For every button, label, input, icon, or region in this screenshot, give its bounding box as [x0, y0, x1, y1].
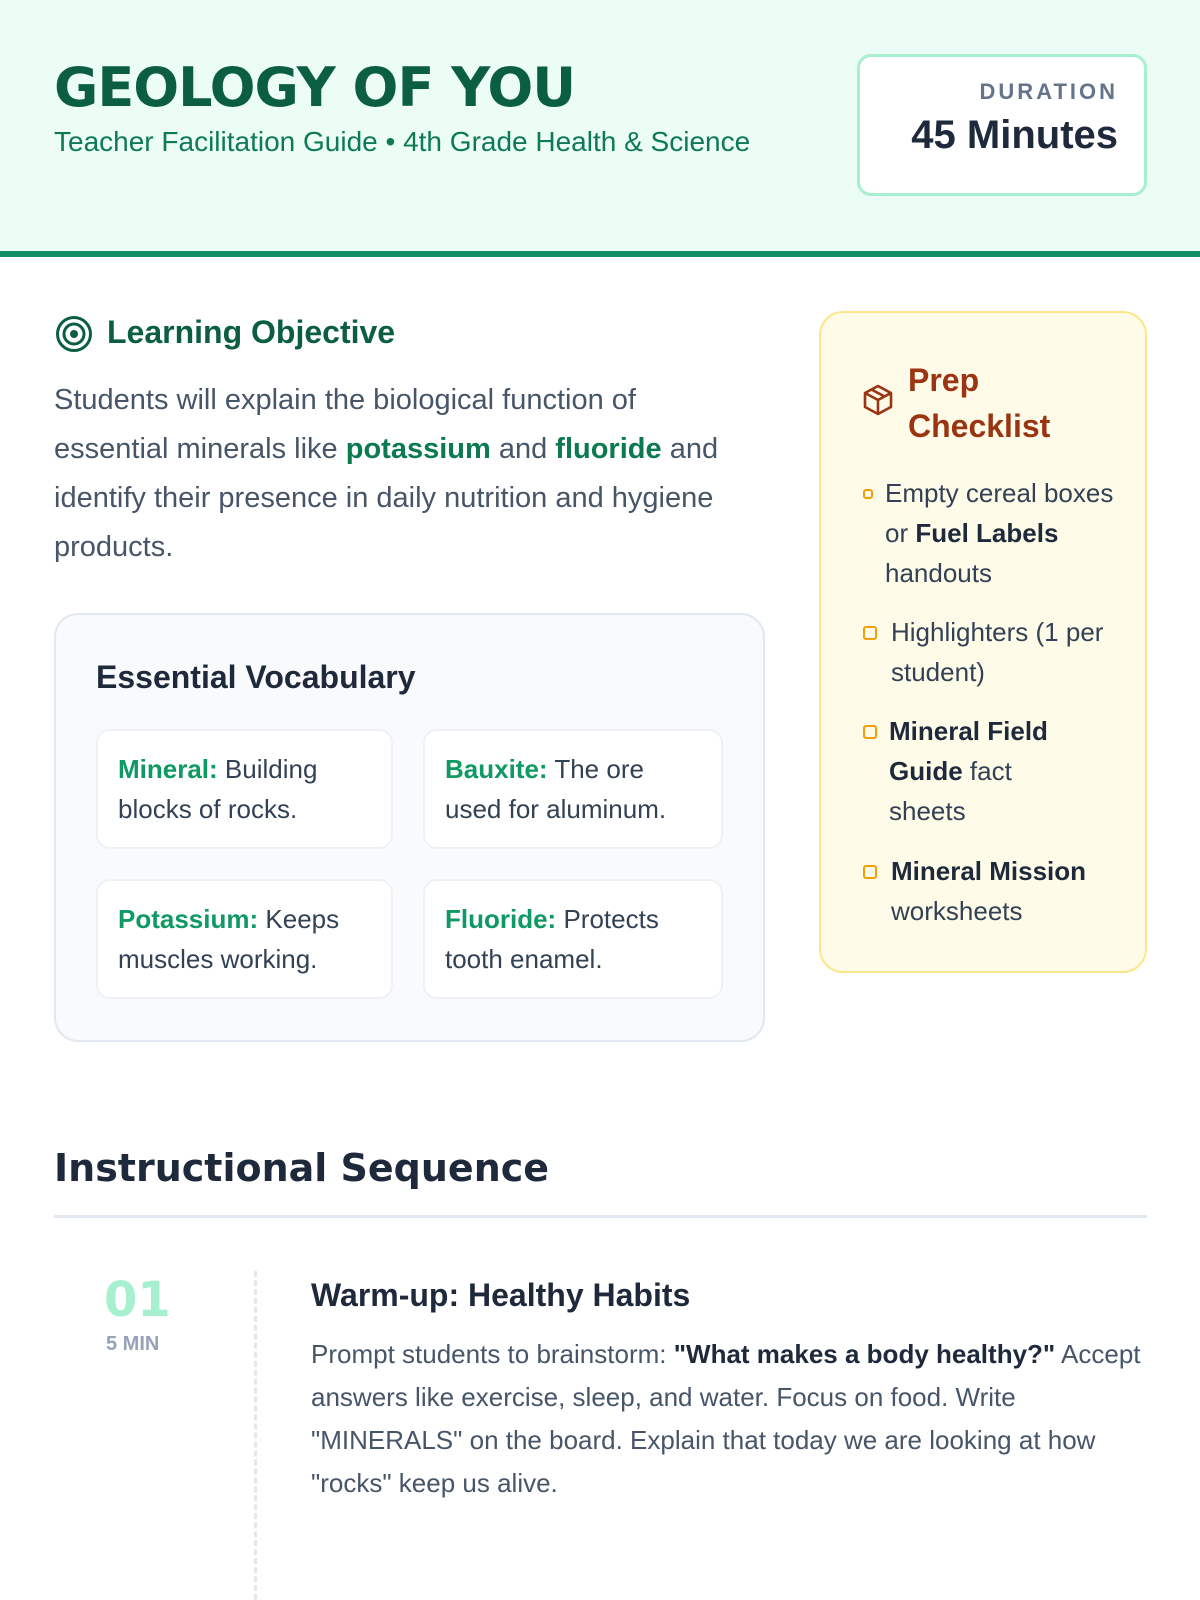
- step-duration: 5 MIN: [106, 1333, 160, 1355]
- step-body: [311, 1333, 1156, 1505]
- vocab-definition: The ore used for aluminum.: [445, 754, 667, 824]
- step-body-text: Accept answers like exercise, sleep, and water. Focus on food. Write "MINERALS" on the board. Explain that today we are looking at how "rocks" keep us alive.: [311, 1339, 1141, 1498]
- sequence-divider: [54, 1215, 1147, 1218]
- prep-checklist-panel: [819, 311, 1147, 973]
- prep-item-text: Highlighters (1 per student): [891, 617, 1104, 687]
- objective-text-part: Students will explain the biological function of essential minerals like: [54, 384, 636, 465]
- vocabulary-heading: Essential Vocabulary: [96, 659, 416, 695]
- duration-value: 45 Minutes: [911, 113, 1118, 157]
- checkbox-icon: [863, 489, 873, 499]
- vocabulary-panel: [54, 613, 765, 1042]
- checkbox-icon: [863, 865, 877, 879]
- step-body-text: Prompt students to brainstorm:: [311, 1339, 667, 1369]
- step-title: Warm-up: Healthy Habits: [311, 1277, 691, 1313]
- vocab-term: Mineral:: [118, 754, 218, 784]
- page-title: GEOLOGY OF YOU: [54, 56, 576, 119]
- prep-item-text: worksheets: [891, 896, 1023, 926]
- vocab-definition: Protects tooth enamel.: [445, 904, 659, 974]
- vocab-card-mineral: [96, 729, 393, 849]
- objective-text-part: and: [498, 433, 548, 465]
- prep-item-text: fact sheets: [889, 756, 1012, 826]
- vocab-card-bauxite: [423, 729, 723, 849]
- objective-term-fluoride: fluoride: [555, 433, 662, 465]
- step-body-quote: "What makes a body healthy?": [673, 1339, 1056, 1369]
- vocab-definition: Building blocks of rocks.: [118, 754, 318, 824]
- objective-term-potassium: potassium: [345, 433, 491, 465]
- prep-item-bold: Fuel Labels: [915, 518, 1059, 548]
- vocab-card-fluoride: [423, 879, 723, 999]
- prep-item: [891, 851, 1131, 931]
- vocab-term: Fluoride:: [445, 904, 557, 934]
- prep-heading: Prep Checklist: [908, 362, 1051, 444]
- vocab-term: Potassium:: [118, 904, 259, 934]
- objective-heading: Learning Objective: [107, 314, 396, 350]
- duration-card: [857, 54, 1147, 196]
- page-subtitle: Teacher Facilitation Guide • 4th Grade Health & Science: [54, 126, 751, 157]
- duration-label: DURATION: [979, 79, 1118, 104]
- prep-item: [889, 711, 1089, 831]
- vocab-definition: Keeps muscles working.: [118, 904, 340, 974]
- prep-item: [885, 473, 1115, 593]
- target-icon: [54, 314, 94, 354]
- package-icon: [861, 383, 895, 417]
- prep-item-text: Empty cereal boxes or: [885, 478, 1114, 548]
- step-number: 01: [104, 1272, 171, 1328]
- vocab-card-potassium: [96, 879, 393, 999]
- sequence-heading: Instructional Sequence: [54, 1146, 550, 1190]
- page-header: [0, 0, 1200, 257]
- objective-text: [54, 376, 754, 572]
- objective-text-part: and identify their presence in daily nutrition and hygiene products.: [54, 433, 719, 563]
- step-timeline-line: [254, 1271, 257, 1600]
- checkbox-icon: [863, 626, 877, 640]
- prep-item-bold: Mineral Mission: [891, 856, 1087, 886]
- checkbox-icon: [863, 725, 877, 739]
- prep-item-text: handouts: [885, 558, 992, 588]
- vocab-term: Bauxite:: [445, 754, 548, 784]
- prep-item-bold: Mineral Field Guide: [889, 716, 1048, 786]
- prep-item: [891, 612, 1111, 692]
